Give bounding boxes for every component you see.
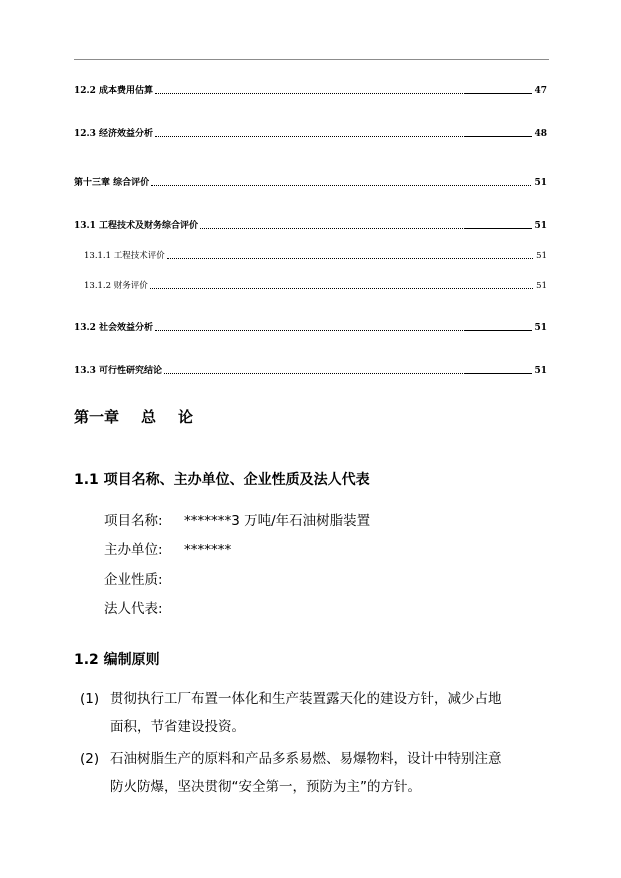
toc-label: 13.2 社会效益分析 [74, 323, 154, 333]
toc-page-number: 51 [534, 323, 547, 333]
principle-item [80, 745, 540, 801]
toc-label: 13.1.1 工程技术评价 [84, 251, 165, 261]
toc-page-number: 51 [534, 366, 547, 376]
toc-page-number: 51 [534, 178, 547, 188]
toc-leader-solid [464, 136, 532, 137]
item-text-line1: 贯彻执行工厂布置一体化和生产装置露天化的建设方针，减少占地 [110, 691, 502, 707]
toc-page-number: 48 [534, 129, 547, 139]
item-number: (1) [80, 691, 100, 707]
item-text-line1: 石油树脂生产的原料和产品多系易燃、易爆物料，设计中特别注意 [110, 751, 502, 767]
field-enterprise-type [104, 571, 184, 589]
toc-leader [155, 329, 463, 331]
toc-page-number: 51 [536, 281, 547, 291]
field-label: 项目名称: [104, 513, 163, 529]
field-value: *******3 万吨/年石油树脂装置 [184, 513, 371, 529]
item-number: (2) [80, 751, 100, 767]
field-project-name [104, 512, 370, 530]
field-sponsor [104, 541, 231, 559]
toc-entry-chapter-13[interactable] [74, 174, 547, 188]
toc-leader-solid [464, 373, 532, 374]
toc-leader-solid [464, 330, 532, 331]
section-heading-1-2: 1.2 编制原则 [74, 652, 160, 668]
toc-label: 13.1 工程技术及财务综合评价 [74, 221, 199, 231]
toc-entry-13-1-2[interactable] [84, 277, 547, 291]
toc-label: 第十三章 综合评价 [74, 178, 150, 188]
toc-entry-13-1-1[interactable] [84, 247, 547, 261]
toc-leader [150, 287, 533, 289]
toc-leader [167, 257, 533, 259]
toc-leader-solid [464, 228, 532, 229]
header-rule [74, 59, 549, 60]
toc-page-number: 51 [536, 251, 547, 261]
toc-leader [164, 372, 463, 374]
toc-label: 13.3 可行性研究结论 [74, 366, 163, 376]
toc-entry-13-2[interactable] [74, 319, 547, 333]
toc-entry-12-3[interactable] [74, 125, 547, 139]
item-text-line2: 防火防爆，坚决贯彻“安全第一，预防为主”的方针。 [110, 779, 421, 795]
toc-label: 12.3 经济效益分析 [74, 129, 154, 139]
chapter-number: 第一章 [74, 408, 120, 426]
toc-leader [151, 184, 531, 186]
toc-page-number: 51 [534, 221, 547, 231]
principle-item [80, 685, 540, 741]
toc-leader [200, 227, 463, 229]
toc-leader-solid [464, 93, 532, 94]
toc-leader [155, 92, 463, 94]
field-legal-rep [104, 600, 184, 618]
toc-label: 13.1.2 财务评价 [84, 281, 148, 291]
field-label: 企业性质: [104, 572, 163, 588]
field-label: 主办单位: [104, 542, 163, 558]
toc-entry-13-1[interactable] [74, 217, 547, 231]
item-text-line2: 面积，节省建设投资。 [110, 719, 245, 735]
section-heading-1-1: 1.1 项目名称、主办单位、企业性质及法人代表 [74, 472, 370, 488]
toc-entry-12-2[interactable] [74, 82, 547, 96]
toc-entry-13-3[interactable] [74, 362, 547, 376]
chapter-word-2: 论 [178, 408, 194, 426]
toc-page-number: 47 [534, 86, 547, 96]
field-value: ******* [184, 542, 232, 558]
toc-label: 12.2 成本费用估算 [74, 86, 154, 96]
field-label: 法人代表: [104, 601, 163, 617]
toc-leader [155, 135, 463, 137]
chapter-title [74, 406, 215, 427]
chapter-word-1: 总 [141, 408, 157, 426]
